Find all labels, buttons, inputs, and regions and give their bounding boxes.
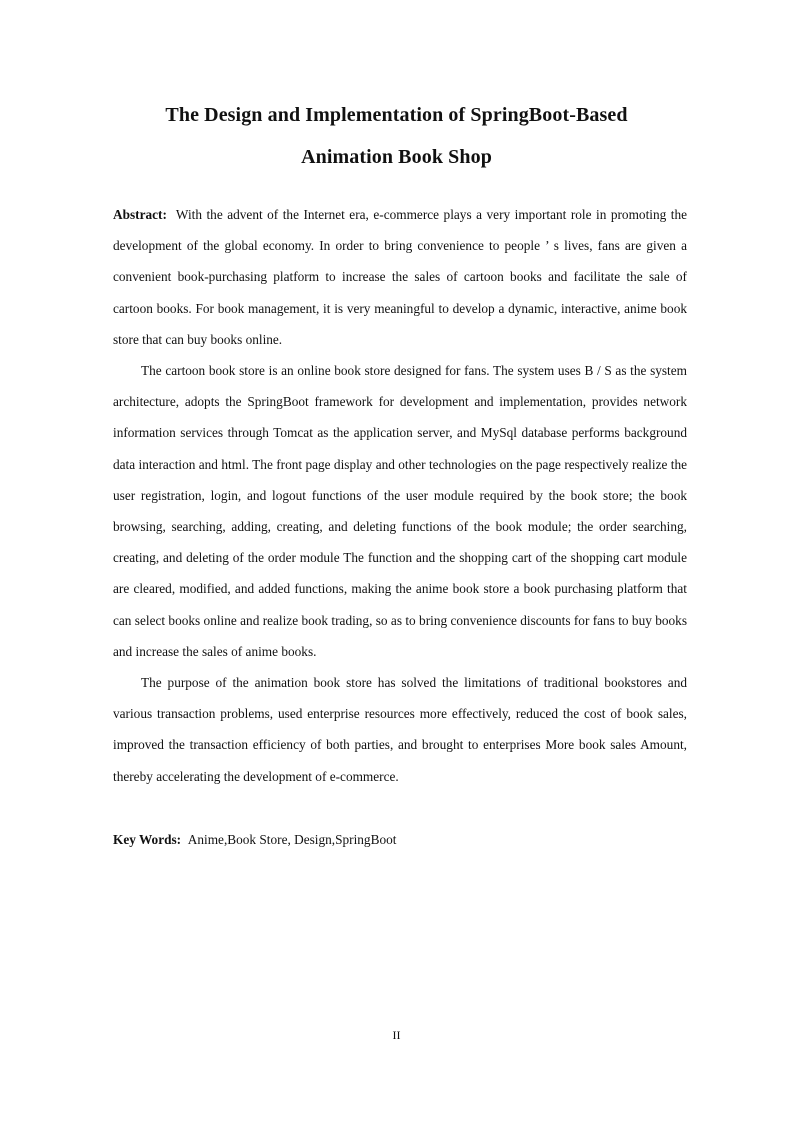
page-number: II xyxy=(392,1028,401,1042)
abstract-paragraph-3: The purpose of the animation book store has solved the limitations of traditional bookstores and various transaction problems, used enterprise resources more effectively, reduced the cost of book sales, improved the transaction efficiency of both parties, and brought to enterprises More book sales Amount, thereby accelerating the development of e-commerce. xyxy=(113,675,687,784)
keywords-text: Anime,Book Store, Design,SpringBoot xyxy=(187,832,397,847)
abstract-section xyxy=(113,199,687,792)
abstract-label: Abstract: xyxy=(113,207,167,222)
keywords-label: Key Words: xyxy=(113,832,182,847)
abstract-paragraph-1 xyxy=(113,199,687,355)
abstract-paragraph-1-text: With the advent of the Internet era, e-commerce plays a very important role in promoting the development of the global economy. In order to bring convenience to people ’ s lives, fans are given a convenient book-purchasing platform to increase the sales of cartoon books and facilitate the sale of cartoon books. For book management, it is very meaningful to develop a dynamic, interactive, anime book store that can buy books online. xyxy=(113,207,687,347)
keywords-section xyxy=(113,824,687,855)
abstract-paragraph-2: The cartoon book store is an online book store designed for fans. The system uses B / S as the system architecture, adopts the SpringBoot framework for development and implementation, provides network information services through Tomcat as the application server, and MySql database performs background data interaction and html. The front page display and other technologies on the page respectively realize the user registration, login, and logout functions of the user module required by the book store; the book browsing, searching, adding, creating, and deleting functions of the book module; the order searching, creating, and deleting of the order module The function and the shopping cart of the shopping cart module are cleared, modified, and added functions, making the anime book store a book purchasing platform that can select books online and realize book trading, so as to bring convenience discounts for fans to buy books and increase the sales of anime books. xyxy=(113,363,687,659)
document-title-line-1: The Design and Implementation of SpringBoot-Based xyxy=(165,104,628,126)
keywords-line xyxy=(113,824,687,855)
document-title-line-2: Animation Book Shop xyxy=(301,146,492,168)
